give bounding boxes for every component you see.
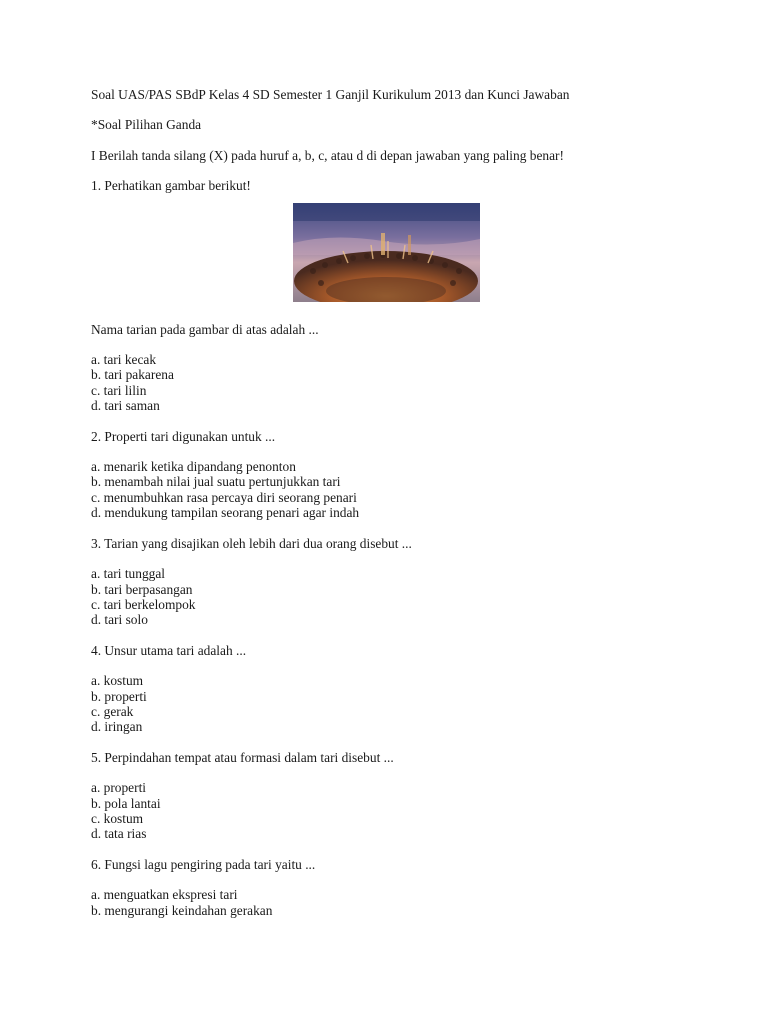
option: a. properti [91,780,147,796]
option: b. properti [91,688,147,704]
kecak-dance-photo [293,203,480,302]
question-5-options [91,780,691,842]
question-1-text: Nama tarian pada gambar di atas adalah ... [91,321,319,337]
option: a. tari kecak [91,352,157,368]
question-2-options [91,459,691,521]
option: a. menguatkan ekspresi tari [91,887,238,903]
question-6-options [91,887,691,918]
question-4-text: 4. Unsur utama tari adalah ... [91,642,247,658]
question-3-text: 3. Tarian yang disajikan oleh lebih dari dua orang disebut ... [91,535,412,551]
option: c. menumbuhkan rasa percaya diri seorang penari [91,489,357,505]
question-5-text: 5. Perpindahan tempat atau formasi dalam tari disebut ... [91,749,394,765]
question-4-options [91,673,691,735]
question-1-prompt: 1. Perhatikan gambar berikut! [91,178,251,194]
question-1-options [91,352,691,414]
option: a. kostum [91,673,144,689]
option: d. tata rias [91,826,147,842]
option: b. tari berpasangan [91,581,193,597]
option: d. tari solo [91,612,148,628]
option: d. mendukung tampilan seorang penari agar indah [91,505,360,521]
option: b. tari pakarena [91,367,174,383]
option: c. gerak [91,703,134,719]
option: b. pola lantai [91,795,161,811]
document-title: Soal UAS/PAS SBdP Kelas 4 SD Semester 1 Ganjil Kurikulum 2013 dan Kunci Jawaban [91,87,570,102]
option: c. tari lilin [91,382,147,398]
option: d. iringan [91,719,143,735]
option: a. menarik ketika dipandang penonton [91,459,296,475]
option: a. tari tunggal [91,566,165,582]
option: b. menambah nilai jual suatu pertunjukkan tari [91,474,341,490]
section-heading: *Soal Pilihan Ganda [91,117,202,133]
option: c. kostum [91,810,144,826]
document-page [91,87,691,918]
option: d. tari saman [91,398,160,414]
question-6-text: 6. Fungsi lagu pengiring pada tari yaitu ... [91,856,316,872]
question-2-text: 2. Properti tari digunakan untuk ... [91,428,276,444]
question-3-options [91,566,691,628]
option: b. mengurangi keindahan gerakan [91,902,273,918]
option: c. tari berkelompok [91,596,196,612]
instruction-text: I Berilah tanda silang (X) pada huruf a, b, c, atau d di depan jawaban yang paling benar! [91,147,564,163]
